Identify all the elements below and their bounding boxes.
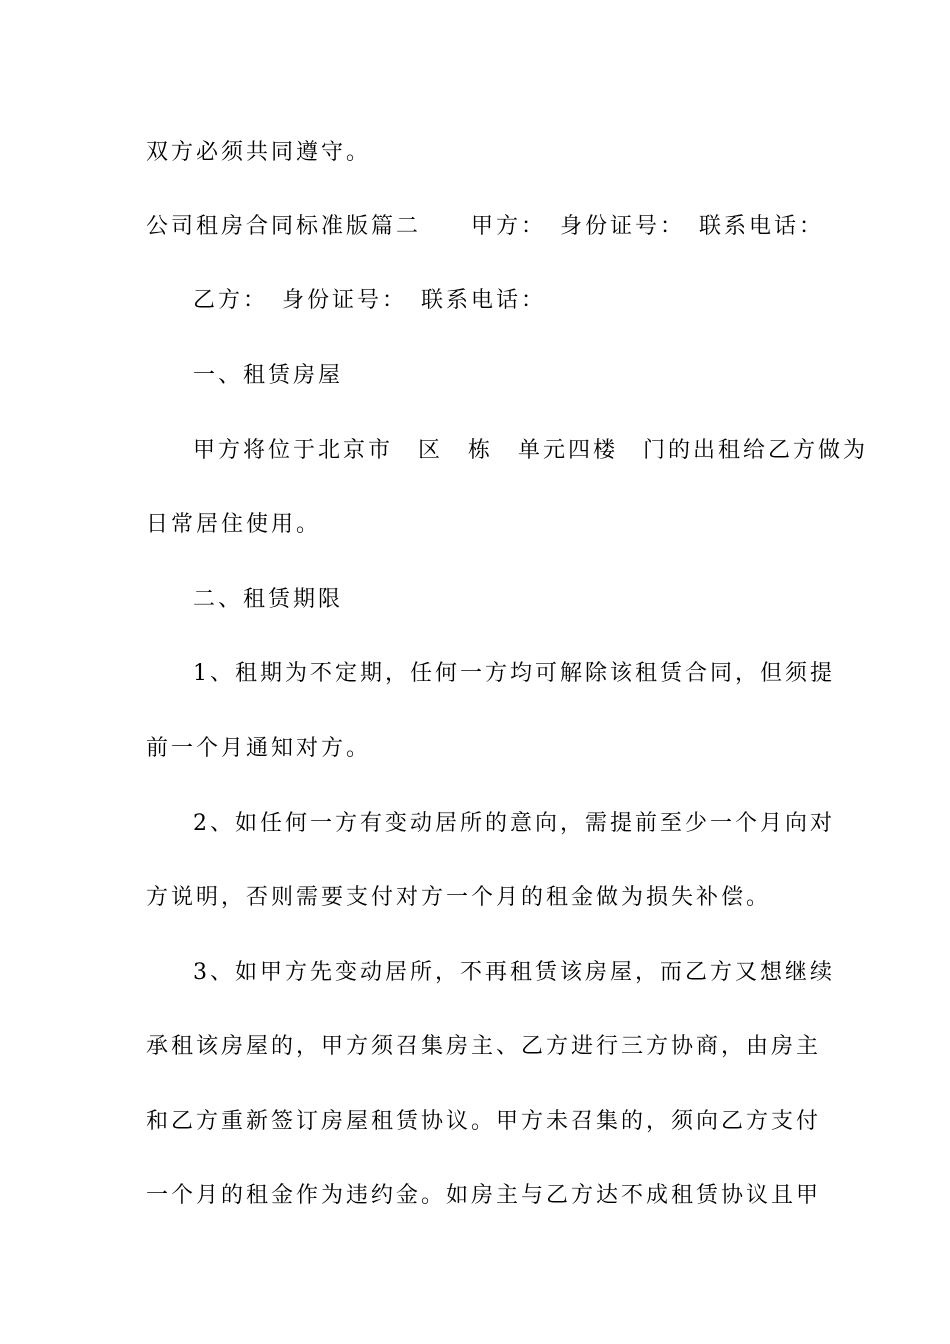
section-heading: 一、租赁房屋 xyxy=(193,363,344,388)
text-line: 前一个月通知对方。 xyxy=(146,736,372,761)
text-line: 公司租房合同标准版篇二 甲方： 身份证号： 联系电话： xyxy=(146,214,825,239)
text-line: 一个月的租金作为违约金。如房主与乙方达不成租赁协议且甲 xyxy=(146,1183,822,1208)
text-line: 乙方： 身份证号： 联系电话： xyxy=(193,288,547,313)
text-line: 1、租期为不定期，任何一方均可解除该租赁合同，但须提 xyxy=(193,661,835,686)
text-line: 日常居住使用。 xyxy=(146,512,322,537)
text-line: 和乙方重新签订房屋租赁协议。甲方未召集的，须向乙方支付 xyxy=(146,1109,822,1134)
text-line: 方说明，否则需要支付对方一个月的租金做为损失补偿。 xyxy=(146,885,772,910)
text-line: 甲方将位于北京市 区 栋 单元四楼 门的出租给乙方做为 xyxy=(193,438,869,463)
section-heading: 二、租赁期限 xyxy=(193,587,344,612)
text-line: 双方必须共同遵守。 xyxy=(146,140,372,165)
text-line: 承租该房屋的，甲方须召集房主、乙方进行三方协商，由房主 xyxy=(146,1034,822,1059)
text-line: 3、如甲方先变动居所，不再租赁该房屋，而乙方又想继续 xyxy=(193,960,835,985)
text-line: 2、如任何一方有变动居所的意向，需提前至少一个月向对 xyxy=(193,811,835,836)
